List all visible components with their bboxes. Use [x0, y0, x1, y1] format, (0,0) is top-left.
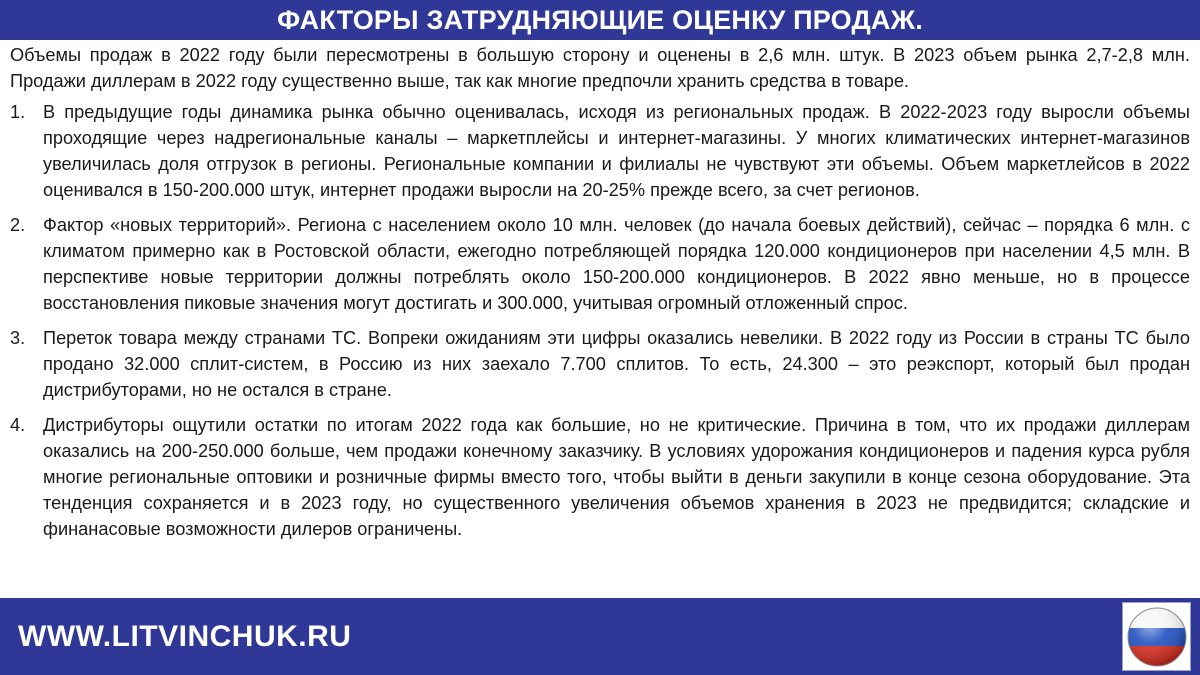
list-item-text: Дистрибуторы ощутили остатки по итогам 2022 года как большие, но не критические. Причина в том, что их продажи диллерам оказались на 200-250.000 больше, чем продажи конечному заказчику. В условиях удорожания кондиционеров и падения курса рубля многие региональные оптовики и розничные фирмы вместо того, чтобы выйти в деньги закупили в конце сезона оборудование. Эта тенденция сохраняется и в 2023 году, но существенного увеличения объемов хранения в 2023 не предвидится; складские и финанасовые возможности дилеров ограничены.	[43, 415, 1190, 539]
list-item	[10, 212, 1190, 316]
list-item-number: 1.	[10, 102, 26, 122]
russian-flag-ball-icon	[1125, 605, 1189, 669]
list-item	[10, 412, 1190, 542]
list-item	[10, 99, 1190, 203]
logo-box	[1122, 602, 1191, 671]
footer-bar	[0, 598, 1200, 675]
list-item-text: Фактор «новых территорий». Региона с населением около 10 млн. человек (до начала боевых действий), сейчас – порядка 6 млн. с климатом примерно как в Ростовской области, ежегодно потребляющей порядка 120.000 кондиционеров при населении 4,5 млн. В перспективе новые территории должны потреблять около 150-200.000 кондиционеров. В 2022 явно меньше, но в процессе восстановления пиковые значения могут достигать и 300.000, учитывая огромный отложенный спрос.	[43, 215, 1190, 313]
header-bar	[0, 0, 1200, 40]
intro-paragraph: Объемы продаж в 2022 году были пересмотрены в большую сторону и оценены в 2,6 млн. штук. В 2023 объем рынка 2,7-2,8 млн. Продажи диллерам в 2022 году существенно выше, так как многие предпочли хранить средства в товаре.	[10, 45, 1190, 91]
list-item	[10, 325, 1190, 403]
page-title: ФАКТОРЫ ЗАТРУДНЯЮЩИЕ ОЦЕНКУ ПРОДАЖ.	[277, 4, 923, 35]
list-item-text: Переток товара между странами ТС. Вопреки ожиданиям эти цифры оказались невелики. В 2022 году из России в страны ТС было продано 32.000 сплит-систем, в Россию из них заехало 7.700 сплитов. То есть, 24.300 – это реэкспорт, который был продан дистрибуторами, но не остался в стране.	[43, 328, 1190, 400]
website-link[interactable]: WWW.LITVINCHUK.RU	[18, 620, 352, 653]
main-content	[10, 42, 1190, 598]
list-item-number: 4.	[10, 415, 26, 435]
list-item-number: 2.	[10, 215, 26, 235]
factors-list	[10, 99, 1190, 542]
list-item-number: 3.	[10, 328, 26, 348]
list-item-text: В предыдущие годы динамика рынка обычно оценивалась, исходя из региональных продаж. В 2022-2023 году выросли объемы проходящие через надрегиональные каналы – маркетплейсы и интернет-магазины. У многих климатических интернет-магазинов увеличилась доля отгрузок в регионы. Региональные компании и филиалы не чувствуют эти объемы. Объем маркетлейсов в 2022 оценивался в 150-200.000 штук, интернет продажи выросли на 20-25% прежде всего, за счет регионов.	[43, 102, 1190, 200]
